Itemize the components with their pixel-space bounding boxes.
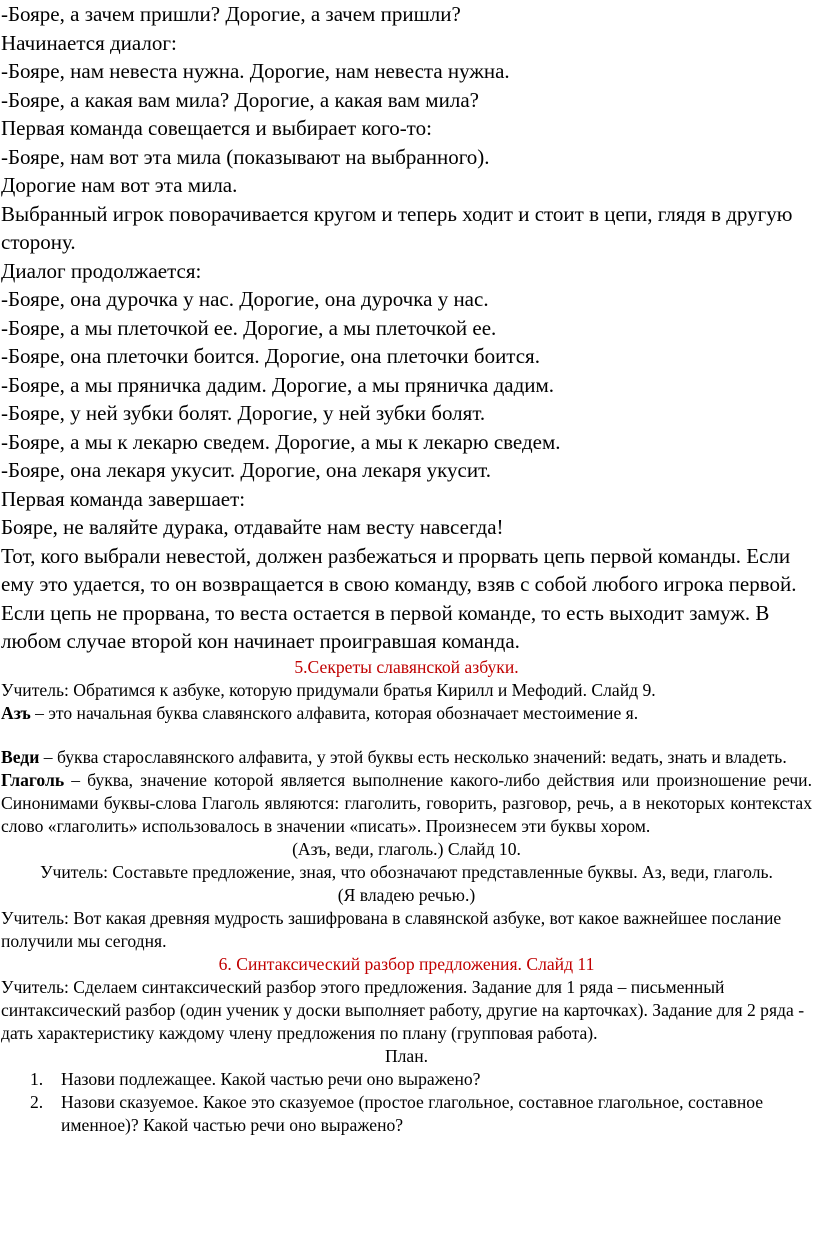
dialogue-line: Бояре, не валяйте дурака, отдавайте нам весту навсегда! [1, 515, 504, 539]
section-6-heading: 6. Синтаксический разбор предложения. Слайд 11 [218, 953, 595, 974]
plan-title: План. [384, 1045, 429, 1066]
plan-item-text: Назови сказуемое. Какое это сказуемое (простое глагольное, составное глагольное, составное именное)? Какой частью речи оно выражено? [61, 1091, 764, 1135]
game-rules-paragraph: Тот, кого выбрали невестой, должен разбежаться и прорвать цепь первой команды. Если ему это удается, то он возвращается в свою команду, взяв с собой любого игрока первой. Если цепь не прорвана, то веста остается в первой команде, то есть выходит замуж. В любом случае второй кон начинает проигравшая команда. [1, 543, 797, 653]
dialogue-line: -Бояре, нам вот эта мила (показывают на выбранного). [1, 144, 490, 169]
dialogue-line: -Бояре, а какая вам мила? Дорогие, а какая вам мила? [1, 87, 479, 112]
dialogue-line: -Бояре, она лекаря укусит. Дорогие, она лекаря укусит. [1, 458, 491, 482]
az-text: – это начальная буква славянского алфавита, которая обозначает местоимение я. [30, 702, 639, 723]
section-5-heading: 5.Секреты славянской азбуки. [294, 656, 519, 677]
az-definition [1, 702, 812, 725]
dialogue-line: Диалог продолжается: [1, 258, 202, 283]
dialogue-line: -Бояре, у ней зубки болят. Дорогие, у ней зубки болят. [1, 401, 486, 425]
az-term: Азъ [1, 702, 31, 723]
dialogue-line: -Бояре, она плеточки боится. Дорогие, она плеточки боится. [1, 344, 540, 368]
dialogue-line: -Бояре, нам невеста нужна. Дорогие, нам невеста нужна. [1, 59, 510, 83]
glagol-term: Глаголь [1, 769, 65, 790]
vedi-definition [1, 746, 812, 769]
dialogue-line: -Бояре, а мы плеточкой ее. Дорогие, а мы плеточкой ее. [1, 315, 497, 340]
plan-item-text: Назови подлежащее. Какой частью речи оно выражено? [61, 1068, 481, 1089]
dialogue-line: -Бояре, а мы пряничка дадим. Дорогие, а мы пряничка дадим. [1, 372, 555, 397]
task-answer: (Я владею речью.) [337, 884, 476, 905]
section-6 [1, 953, 812, 1137]
glagol-text: – буква, значение которой является выполнение какого-либо действия или произношение речи. Синонимами буквы-слова Глаголь являются: глаголить, говорить, разговор, речь, а в некоторых контекстах слово «глаголить» использовалось в значении «писать». Произнесем эти буквы хором. [1, 769, 812, 836]
plan-list [1, 1068, 812, 1137]
teacher-intro: Учитель: Обратимся к азбуке, которую придумали братья Кирилл и Мефодий. Слайд 9. [1, 679, 656, 700]
teacher-task: Учитель: Составьте предложение, зная, что обозначают представленные буквы. Аз, веди, глаголь. [40, 861, 773, 882]
plan-item-number: 1. [30, 1068, 44, 1089]
dialogue-line: Выбранный игрок поворачивается кругом и теперь ходит и стоит в цепи, глядя в другую сторону. [1, 201, 793, 254]
vedi-text: – буква старославянского алфавита, у этой буквы есть несколько значений: ведать, знать и владеть. [39, 746, 787, 767]
dialogue-line: Дорогие нам вот эта мила. [1, 173, 238, 197]
dialogue-line: -Бояре, а зачем пришли? Дорогие, а зачем пришли? [1, 2, 461, 26]
dialogue-line: Начинается диалог: [1, 30, 177, 55]
dialogue-line: Первая команда завершает: [1, 486, 246, 511]
section-5 [1, 656, 812, 953]
teacher-wisdom: Учитель: Вот какая древняя мудрость зашифрована в славянской азбуке, вот какое важнейшее послание получили мы сегодня. [1, 907, 782, 951]
glagol-definition [1, 769, 812, 838]
game-dialogue [1, 0, 812, 656]
teacher-syntax-task: Учитель: Сделаем синтаксический разбор этого предложения. Задание для 1 ряда – письменный синтаксический разбор (один ученик у доски выполняет работу, другие на карточках). Задание для 2 ряда - дать характеристику каждому члену предложения по плану (групповая работа). [1, 976, 805, 1043]
dialogue-line: -Бояре, а мы к лекарю сведем. Дорогие, а мы к лекарю сведем. [1, 429, 561, 454]
dialogue-line: Первая команда совещается и выбирает кого-то: [1, 116, 432, 140]
vedi-term: Веди [1, 746, 40, 767]
dialogue-line: -Бояре, она дурочка у нас. Дорогие, она дурочка у нас. [1, 287, 489, 311]
chorus-line: (Азъ, веди, глаголь.) Слайд 10. [292, 838, 521, 859]
spacer [1, 725, 812, 746]
plan-item [1, 1091, 812, 1137]
plan-item [1, 1068, 812, 1091]
plan-item-number: 2. [30, 1091, 44, 1112]
